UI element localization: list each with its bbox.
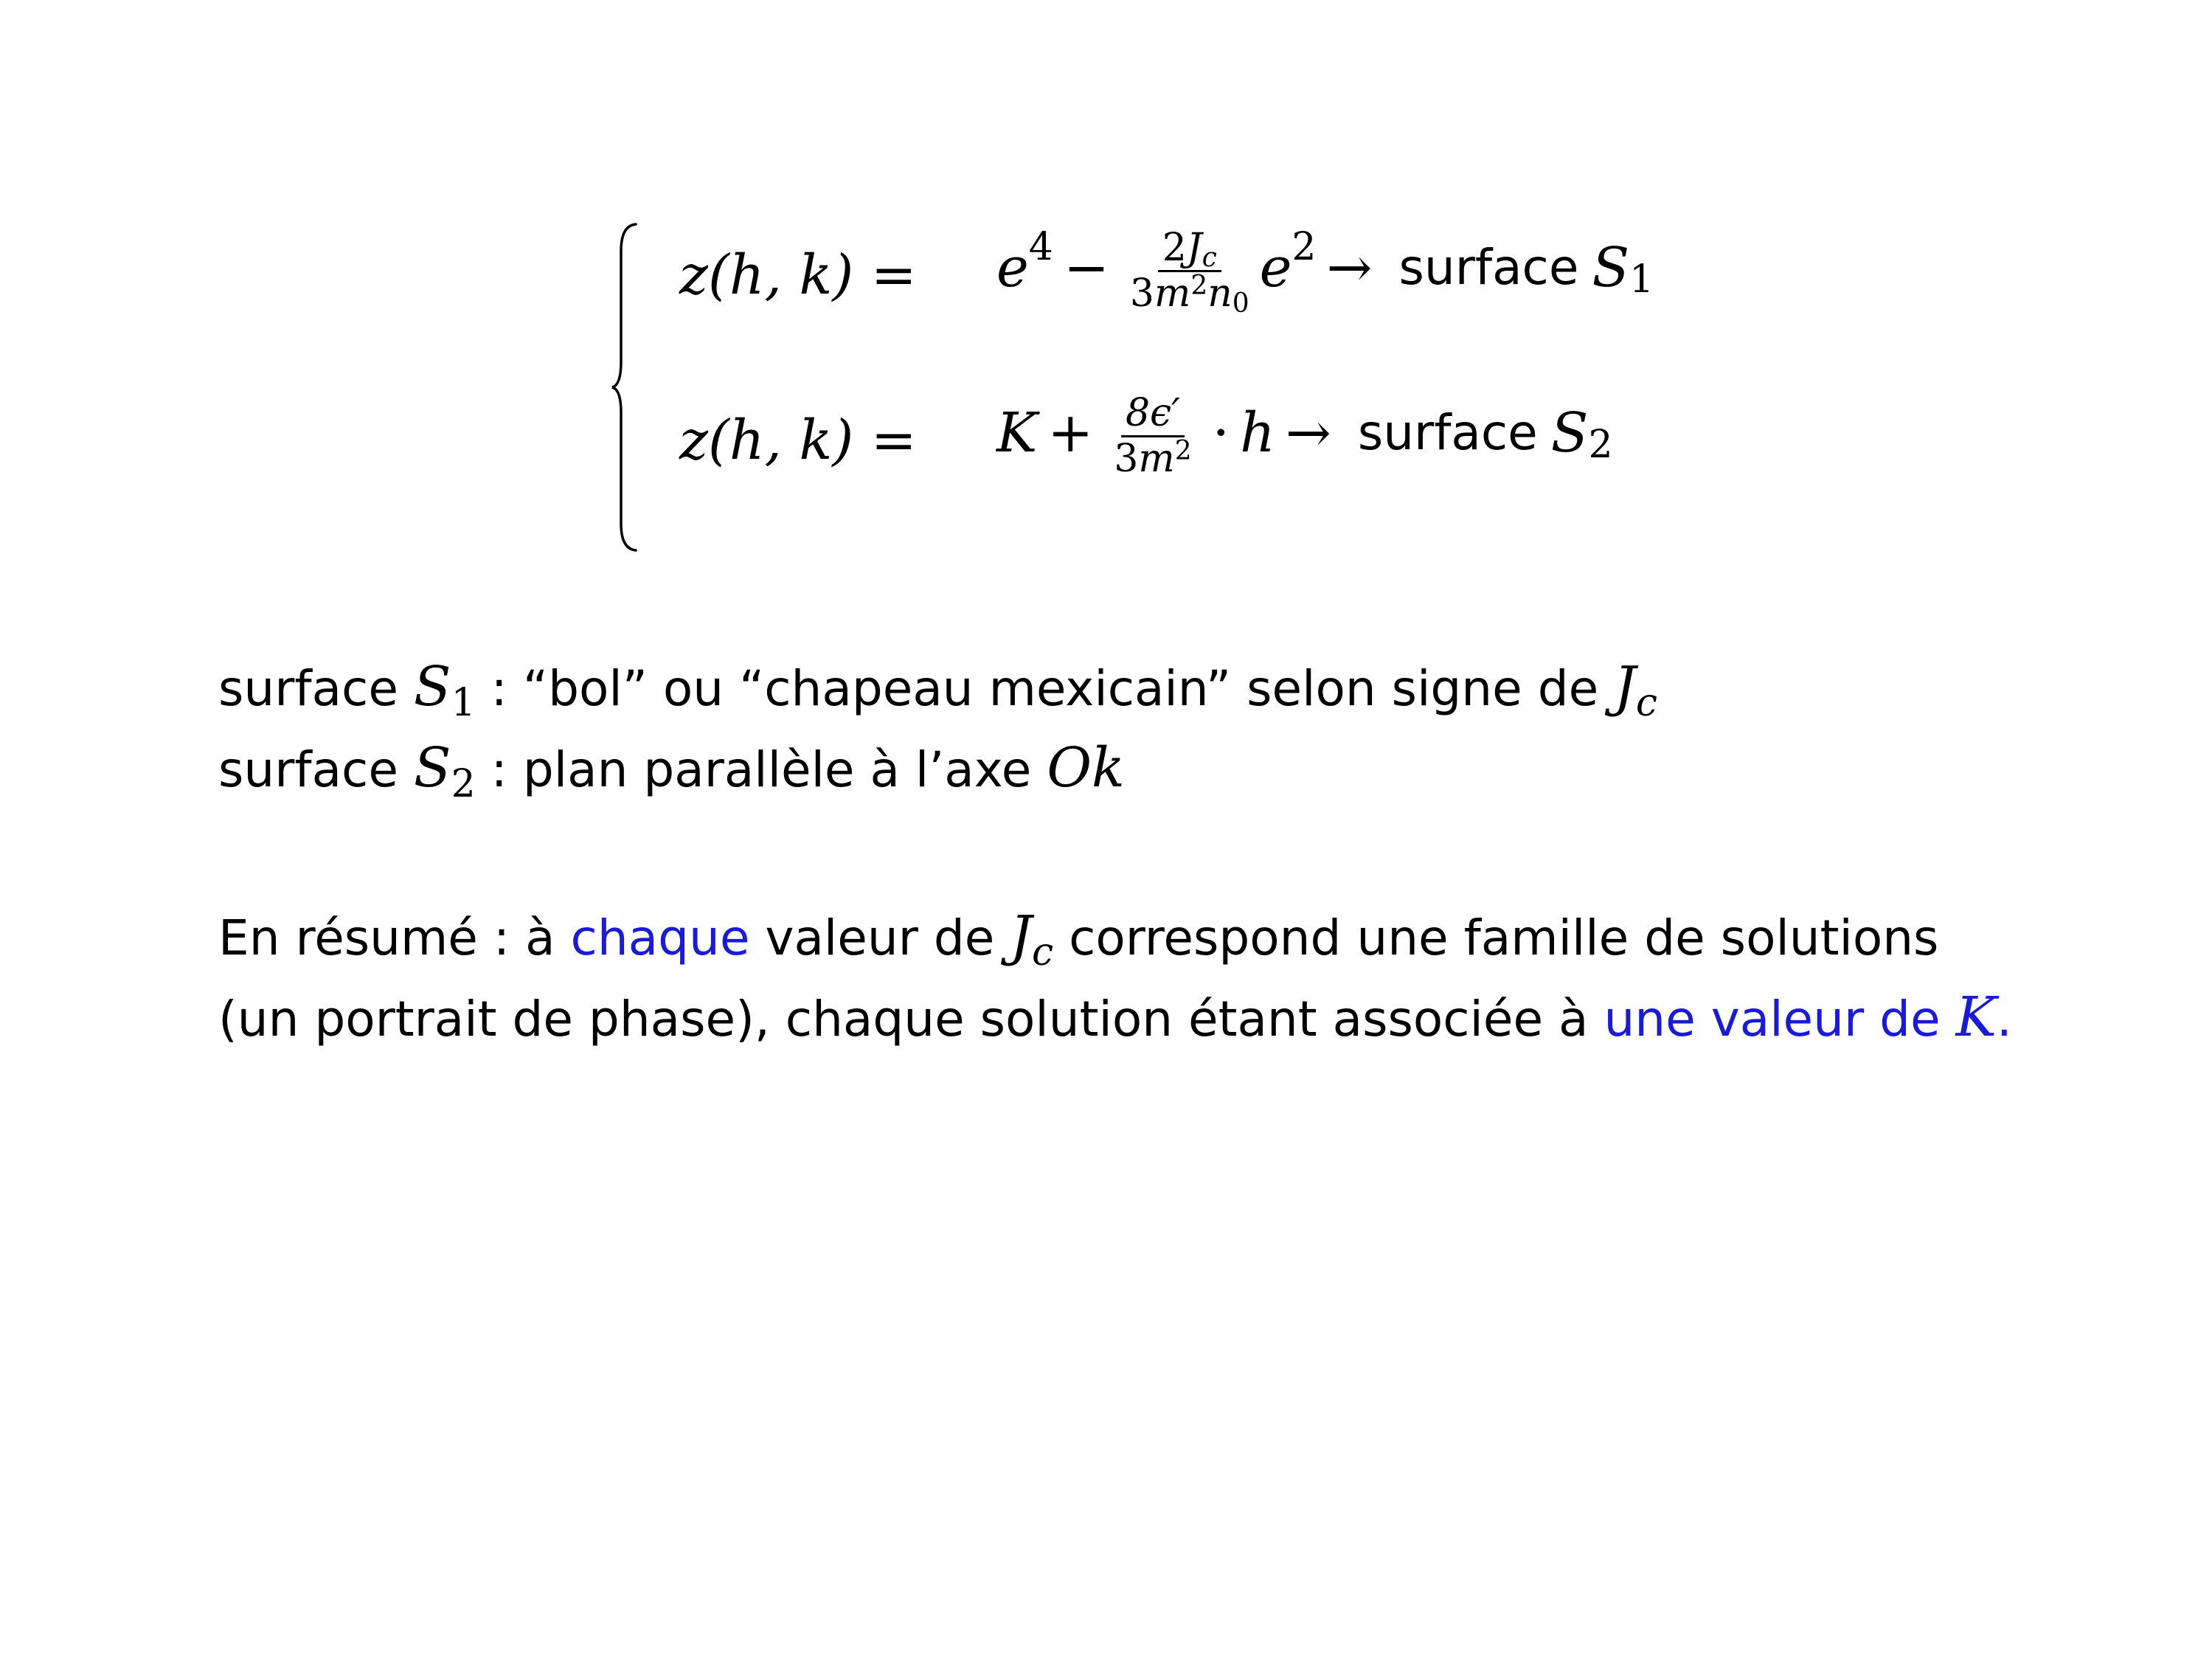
surface-label: surface [1398,239,1579,296]
term-h: h [1240,401,1275,465]
surface-1-description: surface $S_1$ : “bol” ou “chapeau mexicain” selon signe de $J_c$ [218,655,1657,725]
arrow-icon: → [1285,401,1331,465]
surface-sub: 1 [1629,257,1654,302]
fraction-denominator: $3m^2$ [1114,435,1192,481]
surface-label: surface [1357,404,1538,461]
fraction-numerator: 2Jc [1158,228,1221,272]
exponent: 4 [1028,225,1053,269]
surface-var: S [1592,236,1630,299]
term-k: K [996,401,1038,465]
minus-sign: − [1063,236,1109,299]
dot-operator: · [1212,401,1230,465]
surface-var: S [1550,401,1589,465]
term-e: e [996,236,1029,299]
surface-2-description: surface $S_2$ : plan parallèle à l’axe Ok [218,736,1125,806]
equation-system [609,221,1716,553]
left-brace-icon [609,221,639,553]
plus-sign: + [1047,401,1094,465]
fraction-denominator: $3m^2n0$ [1129,270,1249,319]
surface-sub: 2 [1588,423,1613,467]
exponent: 2 [1292,225,1317,269]
summary-line-1: En résumé : à chaque valeur de $J_c$ correspond une famille de solutions [218,904,1939,974]
arrow-icon: → [1326,236,1373,299]
summary-line-2: (un portrait de phase), chaque solution étant associée à une valeur de K. [218,986,2012,1049]
highlight-chaque: chaque [570,910,750,966]
summary [218,898,2012,1057]
surface-descriptions [218,649,1657,811]
highlight-valeur: une valeur de [1603,991,1956,1047]
fraction-epsilon [1109,390,1196,481]
equation-1-lhs: z(h, k) = [679,243,917,307]
term-e: e [1259,236,1292,299]
fraction-numerator: 8ϵ′ [1121,393,1185,437]
equation-1-rhs [996,225,1654,319]
fraction-jc [1126,225,1254,319]
equation-2-lhs: z(h, k) = [679,409,917,472]
equation-2-rhs [996,390,1613,481]
